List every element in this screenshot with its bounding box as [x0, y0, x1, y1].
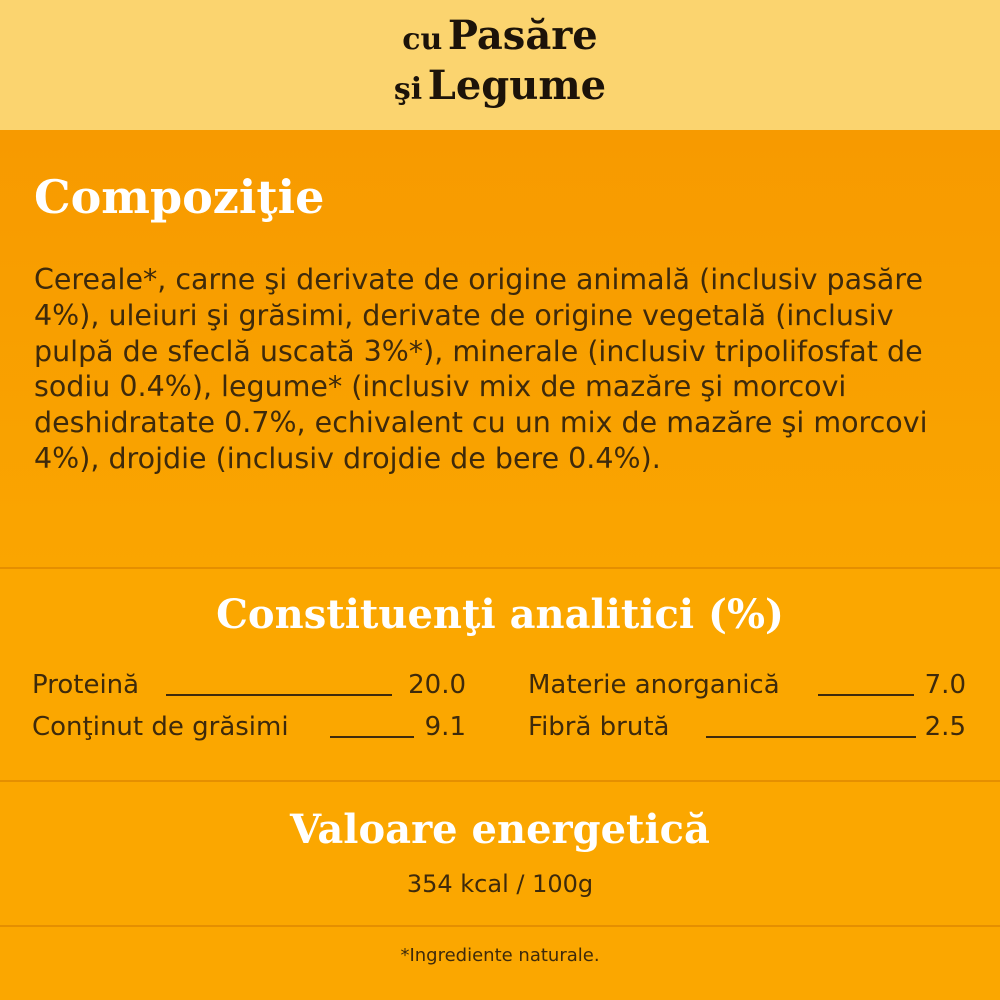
- analytic-constituents-section: [0, 569, 1000, 780]
- energy-section: [0, 782, 1000, 925]
- composition-section: [0, 130, 1000, 567]
- analytic-label: Conţinut de grăsimi: [32, 712, 289, 742]
- analytic-value: 7.0: [924, 670, 966, 700]
- leader-line: [706, 736, 916, 738]
- footnote: *Ingrediente naturale.: [400, 945, 600, 966]
- analytic-label: Fibră brută: [528, 712, 670, 742]
- analytic-value: 9.1: [424, 712, 466, 742]
- banner-line-2-main: Legume: [427, 62, 607, 109]
- footnote-section: [0, 927, 1000, 1000]
- analytic-label: Materie anorganică: [528, 670, 780, 700]
- banner-line-2-prefix: şi: [393, 72, 423, 107]
- banner-line-1-prefix: cu: [402, 22, 443, 57]
- composition-title: Compoziţie: [34, 170, 325, 224]
- analytic-value: 20.0: [408, 670, 466, 700]
- product-banner: [0, 0, 1000, 130]
- banner-line-1: [0, 12, 1000, 59]
- leader-line: [818, 694, 914, 696]
- banner-line-1-main: Pasăre: [447, 12, 598, 59]
- energy-value: 354 kcal / 100g: [406, 870, 594, 898]
- analytic-title: Constituenţi analitici (%): [216, 591, 784, 638]
- energy-title: Valoare energetică: [290, 806, 710, 853]
- analytic-value: 2.5: [924, 712, 966, 742]
- banner-line-2: [0, 62, 1000, 109]
- leader-line: [166, 694, 392, 696]
- analytic-label: Proteină: [32, 670, 140, 700]
- leader-line: [330, 736, 414, 738]
- composition-text: Cereale*, carne şi derivate de origine animală (inclusiv pasăre 4%), uleiuri şi grăsimi, derivate de origine vegetală (inclusiv pulpă de sfeclă uscată 3%*), minerale (inclusiv tripolifosfat de sodiu 0.4%), legume* (inclusiv mix de mazăre şi morcovi deshidratate 0.7%, echivalent cu un mix de mazăre şi morcovi 4%), drojdie (inclusiv drojdie de bere 0.4%).: [34, 263, 928, 475]
